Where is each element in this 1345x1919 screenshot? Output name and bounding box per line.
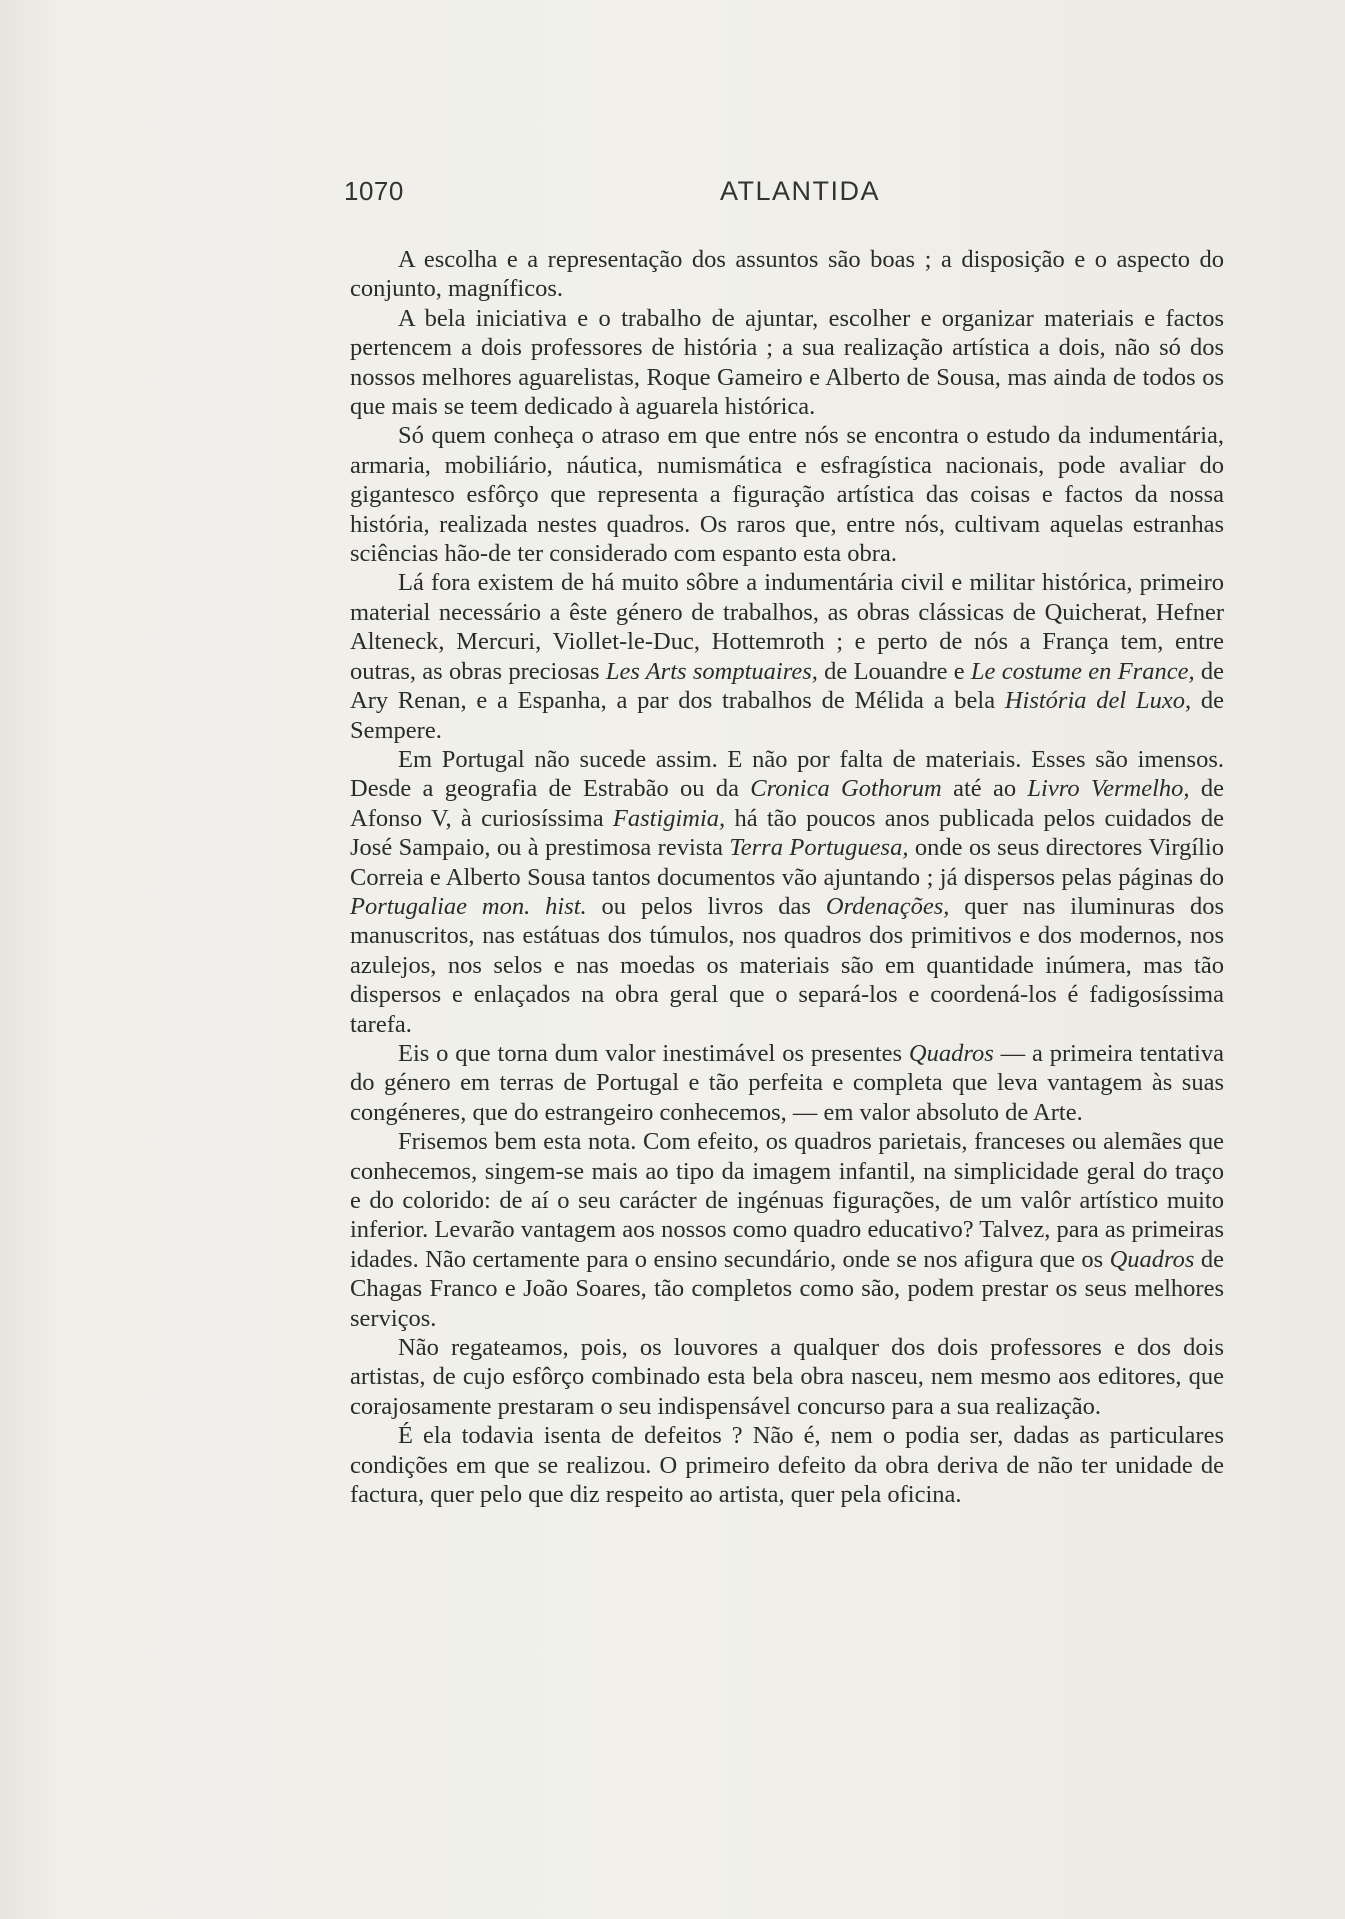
title-les-arts-somptuaires: Les Arts somptuaires,: [605, 657, 818, 685]
page-header: [344, 176, 1344, 216]
paragraph-3: Só quem conheça o atraso em que entre nós se encontra o estudo da indumentária, armaria, mobiliário, náutica, numismática e esfragística nacionais, pode avaliar do gigantesco esfôrço que representa a figuração artística das coisas e factos da nossa história, realizada nestes quadros. Os raros que, entre nós, cultivam aquelas estranhas sciências hão-de ter considerado com espanto esta obra.: [350, 422, 1224, 568]
paragraph-6: Eis o que torna dum valor inestimável os presentes Quadros — a primeira tentativa do género em terras de Portugal e tão perfeita e completa que leva vantagem às suas congéneres, que do estrangeiro conhecemos, — em valor absoluto de Arte.: [350, 1039, 1224, 1126]
running-title: ATLANTIDA: [720, 176, 881, 206]
title-quadros: Quadros: [1109, 1245, 1195, 1273]
title-historia-del-luxo: História del Luxo,: [1004, 687, 1192, 715]
title-terra-portuguesa: Terra Portuguesa,: [729, 834, 909, 862]
paragraph-8: Não regateamos, pois, os louvores a qualquer dos dois professores e dos dois artistas, de cujo esfôrço combinado esta bela obra nasceu, nem mesmo aos editores, que corajosamente prestaram o seu indispensável concurso para a sua realização.: [350, 1334, 1224, 1420]
paragraph-1: A escolha e a representação dos assuntos são boas ; a disposição e o aspecto do conjunto, magníficos.: [350, 246, 1224, 303]
title-le-costume-en-france: Le costume en France,: [970, 657, 1195, 685]
paragraph-4: Lá fora existem de há muito sôbre a indumentária civil e militar histórica, primeiro material necessário a êste género de trabalhos, as obras clássicas de Quicherat, Hefner Alteneck, Mercuri, Viollet-le-Duc, Hottemroth ; e perto de nós a França tem, entre outras, as obras preciosas Les Arts somptuaires, de Louandre e Le costume en France, de Ary Renan, e a Espanha, a par dos trabalhos de Mélida a bela História del Luxo, de Sempere.: [350, 569, 1225, 744]
paragraph-5: Em Portugal não sucede assim. E não por falta de materiais. Esses são imensos. Desde a geografia de Estrabão ou da Cronica Gothorum até ao Livro Vermelho, de Afonso V, à curiosíssima Fastigimia, há tão poucos anos publicada pelos cuidados de José Sampaio, ou à prestimosa revista Terra Portuguesa, onde os seus directores Virgílio Correia e Alberto Sousa tantos documentos vão ajuntando ; já dispersos pelas páginas do Portugaliae mon. hist. ou pelos livros das Ordenações, quer nas iluminuras dos manuscritos, nas estátuas dos túmulos, nos quadros dos primitivos e dos modernos, nos azulejos, nos selos e nas moedas os materiais são em quantidade inúmera, mas tão dispersos e enlaçados na obra geral que o separá-los e coordená-los é fadigosíssima tarefa.: [350, 745, 1225, 1038]
page-number: 1070: [344, 176, 404, 206]
title-fastigimia: Fastigimia,: [612, 804, 726, 832]
title-livro-vermelho: Livro Vermelho,: [1027, 775, 1190, 803]
paragraph-2: A bela iniciativa e o trabalho de ajuntar, escolher e organizar materiais e factos pertencem a dois professores de história ; a sua realização artística a dois, não só dos nossos melhores aguarelistas, Roque Gameiro e Alberto de Sousa, mas ainda de todos os que mais se teem dedicado à aguarela histórica.: [350, 304, 1224, 421]
paragraph-7: Frisemos bem esta nota. Com efeito, os quadros parietais, franceses ou alemães que conhecemos, singem-se mais ao tipo da imagem infantil, na simplicidade geral do traço e do colorido: de aí o seu carácter de ingénuas figurações, de um valôr artístico muito inferior. Levarão vantagem aos nossos como quadro educativo? Talvez, para as primeiras idades. Não certamente para o ensino secundário, onde se nos afigura que os Quadros de Chagas Franco e João Soares, tão completos como são, podem prestar os seus melhores serviços.: [350, 1128, 1225, 1332]
title-cronica-gothorum: Cronica Gothorum: [750, 775, 942, 803]
title-ordenacoes: Ordenações,: [825, 892, 950, 920]
article-body: [350, 245, 1224, 1509]
title-portugaliae-mon-hist: Portugaliae mon. hist.: [350, 892, 587, 920]
paragraph-9: É ela todavia isenta de defeitos ? Não é, nem o podia ser, dadas as particulares condições em que se realizou. O primeiro defeito da obra deriva de não ter unidade de factura, quer pelo que diz respeito ao artista, quer pela oficina.: [350, 1422, 1224, 1509]
title-quadros: Quadros: [908, 1039, 994, 1067]
